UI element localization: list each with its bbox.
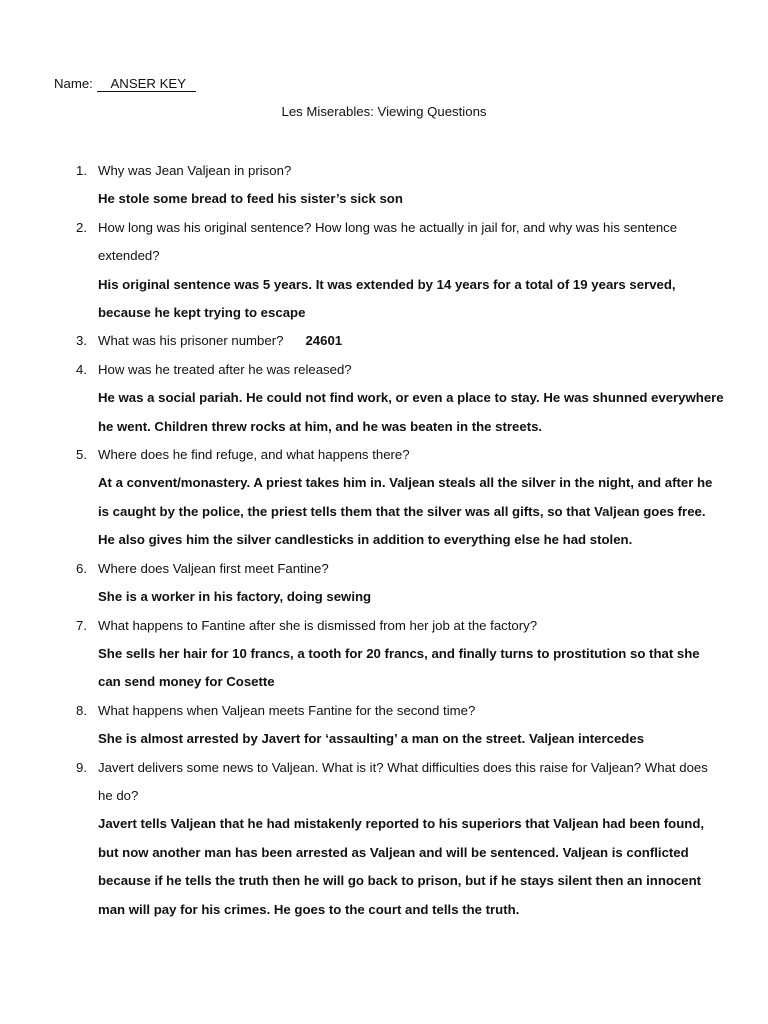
question-number: 4. [76, 361, 87, 377]
answer-text: His original sentence was 5 years. It was extended by 14 years for a total of 19 years served, because he kept trying to escape [98, 276, 676, 321]
question-number: 2. [76, 219, 87, 235]
question-number: 7. [76, 617, 87, 633]
answer-text: He stole some bread to feed his sister’s sick son [98, 191, 403, 207]
question-text: Where does he find refuge, and what happens there? [98, 447, 410, 463]
question-item [54, 555, 724, 612]
question-list [54, 157, 724, 924]
question-item [54, 754, 724, 924]
question-item [54, 356, 724, 441]
question-number: 6. [76, 560, 87, 576]
document-title: Les Miserables: Viewing Questions [281, 104, 487, 119]
question-item [54, 157, 724, 214]
answer-text: At a convent/monastery. A priest takes him in. Valjean steals all the silver in the night, and after he is caught by the police, the priest tells them that the silver was all gifts, so that Valjean goes free. He also gives him the silver candlesticks in addition to everything else he had stolen. [98, 475, 713, 548]
answer-text: Javert tells Valjean that he had mistakenly reported to his superiors that Valjean had been found, but now another man has been arrested as Valjean and will be sentenced. Valjean is conflicted because if he tells the truth then he will go back to prison, but if he stays silent then an innocent man will pay for his crimes. He goes to the court and tells the truth. [98, 816, 705, 917]
answer-text: He was a social pariah. He could not find work, or even a place to stay. He was shunned everywhere he went. Children threw rocks at him, and he was beaten in the streets. [98, 390, 724, 434]
question-text: How long was his original sentence? How long was he actually in jail for, and why was his sentence extended? [98, 219, 678, 264]
question-item [54, 441, 724, 555]
question-item [54, 612, 724, 697]
question-text: Where does Valjean first meet Fantine? [98, 560, 329, 576]
answer-text: She is a worker in his factory, doing sewing [98, 589, 372, 605]
question-number: 1. [76, 163, 87, 178]
question-number: 9. [76, 759, 87, 775]
answer-text: She is almost arrested by Javert for ‘assaulting’ a man on the street. Valjean intercedes [98, 731, 645, 747]
question-text: What happens when Valjean meets Fantine for the second time? [98, 702, 476, 718]
answer-text: 24601 [305, 333, 343, 349]
question-item [54, 697, 724, 754]
name-line [54, 75, 196, 93]
question-text: What happens to Fantine after she is dismissed from her job at the factory? [98, 617, 538, 633]
question-item [54, 327, 724, 355]
answer-text: She sells her hair for 10 francs, a tooth for 20 francs, and finally turns to prostitution so that she can send money for Cosette [98, 645, 700, 690]
question-text: How was he treated after he was released? [98, 361, 352, 377]
question-number: 8. [76, 702, 87, 718]
question-number: 3. [76, 333, 87, 349]
question-text [98, 327, 724, 355]
question-number: 5. [76, 447, 87, 463]
question-text: Why was Jean Valjean in prison? [98, 163, 292, 178]
question-item [54, 214, 724, 328]
question-text-inline: What was his prisoner number? [98, 333, 284, 349]
name-value: ANSER KEY [97, 76, 197, 92]
name-label: Name: [54, 76, 93, 91]
question-text: Javert delivers some news to Valjean. What is it? What difficulties does this raise for Valjean? What does he do? [98, 759, 708, 803]
